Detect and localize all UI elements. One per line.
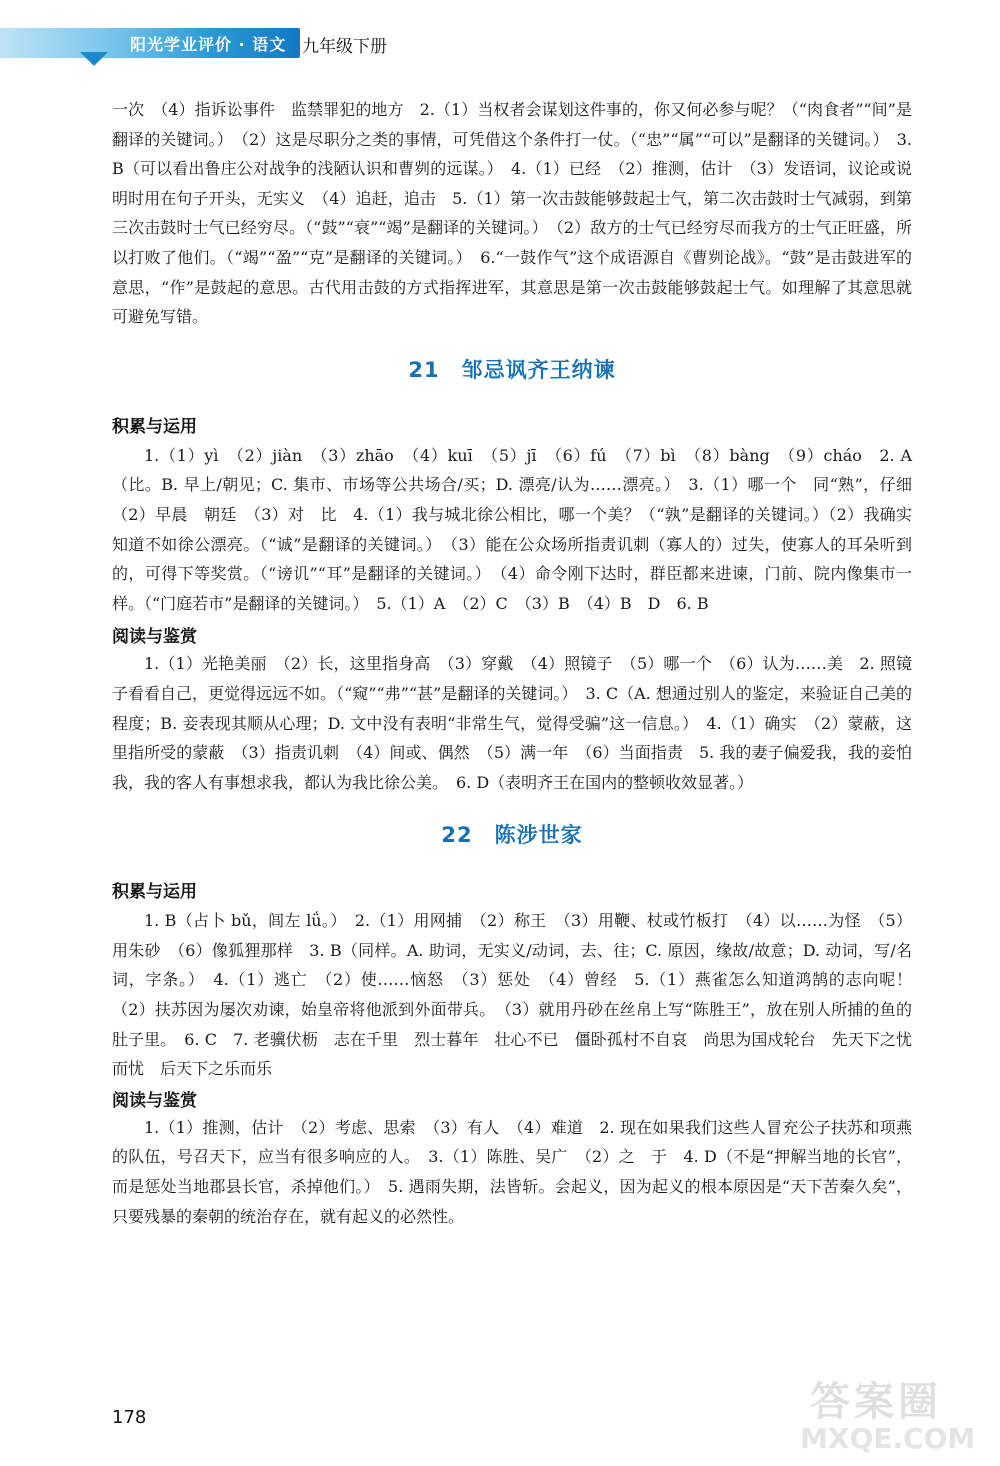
lesson-title: 邹忌讽齐王纳谏 [461, 357, 616, 382]
watermark-domain: MXQE.COM [800, 1422, 976, 1455]
watermark-logo-text: 答案圈 [810, 1379, 942, 1425]
lesson-22-heading [112, 819, 912, 849]
site-watermark [790, 1370, 990, 1460]
section-heading-reading: 阅读与鉴赏 [112, 627, 197, 648]
section-heading-accumulation: 积累与运用 [112, 882, 197, 903]
answer-paragraph-continued: 一次 （4）指诉讼事件 监禁罪犯的地方 2.（1）当权者会谋划这件事的，你又何必参与呢？（“肉食者”“间”是翻译的关键词。） （2）这是尽职分之类的事情，可凭借这个条件打一仗。（“忠”“属”“可以”是翻译的关键词。） 3. B（可以看出鲁庄公对战争的浅陋认识和曹刿的远谋。） 4.（1）已经 （2）推测，估计 （3）发语词，议论或说明时用在句子开头，无实义 （4）追赶，追击 5.（1）第一次击鼓能够鼓起士气，第二次击鼓时士气减弱，到第三次击鼓时士气已经穷尽。（“鼓”“衰”“竭”是翻译的关键词。） （2）敌方的士气已经穷尽而我方的士气正旺盛，所以打败了他们。（“竭”“盈”“克”是翻译的关键词。） 6.“一鼓作气”这个成语源自《曹刿论战》。“鼓”是击鼓进军的意思，“作”是鼓起的意思。古代用击鼓的方式指挥进军，其意思是第一次击鼓能够鼓起士气。如理解了其意思就可避免写错。 [112, 100, 912, 327]
lesson-number: 22 [441, 823, 473, 848]
page-content [112, 95, 929, 1231]
page-header [0, 28, 420, 64]
page-number: 178 [112, 1407, 147, 1428]
book-series-title: 阳光学业评价 · 语文 [130, 35, 287, 54]
answer-paragraph: 1.（1）yì （2）jiàn （3）zhāo （4）kuī （5）jī （6）fú （7）bì （8）bàng （9）cháo 2. A（比。B. 早上/朝见；C. 集市、市场等公共场合/买；D. 漂亮/认为……漂亮。） 3.（1）哪一个 同“熟”，仔细 （2）早晨 朝廷 （3）对 比 4.（1）我与城北徐公相比，哪一个美？（“孰”是翻译的关键词。）（2）我确实知道不如徐公漂亮。（“诚”是翻译的关键词。） （3）能在公众场所指责讥刺（寡人的）过失，使寡人的耳朵听到的，可得下等奖赏。（“谤讥”“耳”是翻译的关键词。） （4）命令刚下达时，群臣都来进谏，门前、院内像集市一样。（“门庭若市”是翻译的关键词。） 5.（1）A （2）C （3）B （4）B D 6. B [112, 445, 929, 613]
section-heading-reading: 阅读与鉴赏 [112, 1090, 197, 1111]
lesson-title: 陈涉世家 [494, 823, 583, 848]
book-grade-label: 九年级下册 [302, 37, 387, 57]
lesson-number: 21 [408, 357, 440, 382]
answer-paragraph: 1. B（占卜 bǔ，闾左 lǘ。） 2.（1）用网捕 （2）称王 （3）用鞭、杖或竹板打 （4）以……为怪 （5）用朱砂 （6）像狐狸那样 3. B（同样。A. 助词，无实义/动词，去、往；C. 原因，缘故/故意；D. 动词，写/名词，字条。） 4.（1）逃亡 （2）使……恼怒 （3）惩处 （4）曾经 5.（1）燕雀怎么知道鸿鹄的志向呢！ （2）扶苏因为屡次劝谏，始皇帝将他派到外面带兵。 （3）就用丹砂在丝帛上写“陈胜王”，放在别人所捕的鱼的肚子里。 6. C 7. 老骥伏枥 志在千里 烈士暮年 壮心不已 僵卧孤村不自哀 尚思为国戍轮台 先天下之忧而忧 后天下之乐而乐 [112, 911, 929, 1079]
header-notch-decoration [80, 52, 108, 66]
lesson-21-heading [112, 354, 912, 384]
answer-paragraph: 1.（1）光艳美丽 （2）长，这里指身高 （3）穿戴 （4）照镜子 （5）哪一个 （6）认为……美 2. 照镜子看看自己，更觉得远远不如。（“窥”“弗”“甚”是翻译的关键词。） 3. C（A. 想通过别人的鉴定，来验证自己美的程度；B. 妾表现其顺从心理；D. 文中没有表明“非常生气，觉得受骗”这一信息。） 4.（1）确实 （2）蒙蔽，这里指所受的蒙蔽 （3）指责讥刺 （4）间或、偶然 （5）满一年 （6）当面指责 5. 我的妻子偏爱我，我的妾怕我，我的客人有事想求我，都认为我比徐公美。 6. D（表明齐王在国内的整顿收效显著。） [112, 654, 912, 792]
answer-paragraph: 1.（1）推测，估计 （2）考虑、思索 （3）有人 （4）难道 2. 现在如果我们这些人冒充公子扶苏和项燕的队伍，号召天下，应当有很多响应的人。 3.（1）陈胜、吴广 （2）之 于 4. D（不是“押解当地的长官”，而是惩处当地郡县长官，杀掉他们。） 5. 遇雨失期，法皆斩。会起义，因为起义的根本原因是“天下苦秦久矣”，只要残暴的秦朝的统治存在，就有起义的必然性。 [112, 1117, 912, 1226]
section-heading-accumulation: 积累与运用 [112, 416, 197, 437]
